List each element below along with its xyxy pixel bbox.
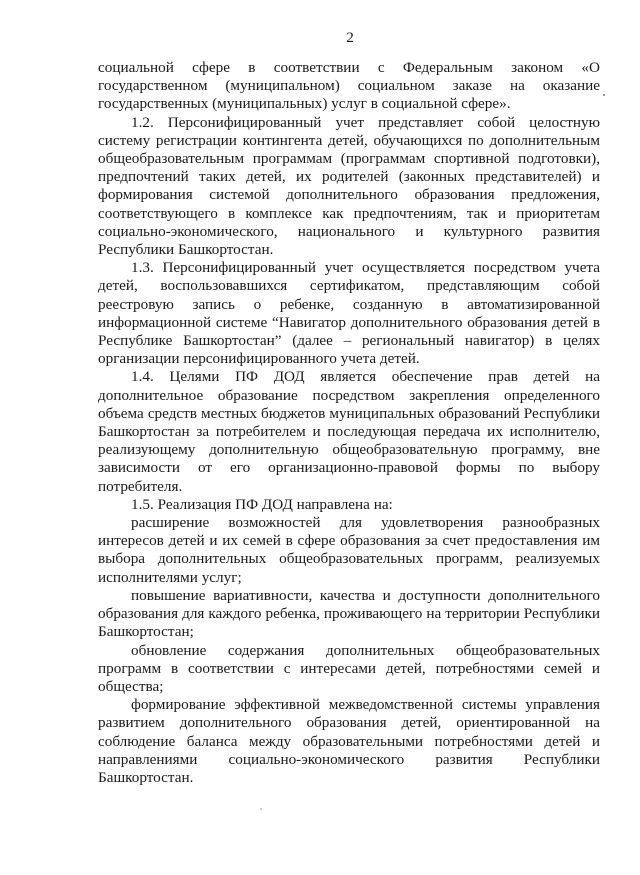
page-number: 2	[346, 29, 354, 46]
scan-speck-bottom	[260, 808, 262, 810]
list-item-system-formation: формирование эффективной межведомственной системы управления развитием дополнительного образования детей, ориентированной на соблюдение баланса между образовательными потребностями детей и направлениями социально-экономического развития Республики Башкортостан.	[98, 696, 600, 786]
scan-speck	[603, 94, 605, 96]
paragraph-1-4: 1.4. Целями ПФ ДОД является обеспечение прав детей на дополнительное образование посредством закрепления определенного объема средств местных бюджетов муниципальных образований Республики Башкортостан за потребителем и последующая передача их исполнителю, реализующему дополнительную общеобразовательную программу, вне зависимости от его организационно-правовой формы по выбору потребителя.	[98, 368, 600, 495]
paragraph-1-2: 1.2. Персонифицированный учет представляет собой целостную систему регистрации контингента детей, обучающихся по дополнительным общеобразовательным программам (программам спортивной подготовки), предпочтений таких детей, их родителей (законных представителей) и формирования системой дополнительного образования предложения, соответствующего в комплексе как предпочтениям, так и приоритетам социально-экономического, национального и культурного развития Республики Башкортостан.	[98, 113, 600, 259]
paragraph-1-5: 1.5. Реализация ПФ ДОД направлена на:	[131, 495, 393, 513]
document-body	[98, 59, 600, 787]
list-item-expansion: расширение возможностей для удовлетворения разнообразных интересов детей и их семей в сфере образования за счет предоставления им выбора дополнительных общеобразовательных программ, реализуемых исполнителями услуг;	[98, 514, 600, 586]
list-item-content-update: обновление содержания дополнительных общеобразовательных программ в соответствии с интересами детей, потребностями семей и общества;	[98, 641, 600, 695]
list-item-variability: повышение вариативности, качества и доступности дополнительного образования для каждого ребенка, проживающего на территории Республики Башкортостан;	[98, 586, 600, 641]
paragraph-1-3: 1.3. Персонифицированный учет осуществляется посредством учета детей, воспользовавшихся сертификатом, представляющим собой реестровую запись о ребенке, созданную в автоматизированной информационной системе “Навигатор дополнительного образования детей в Республике Башкортостан” (далее – региональный навигатор) в целях организации персонифицированного учета детей.	[98, 259, 600, 368]
paragraph-continuation: социальной сфере в соответствии с Федеральным законом «О государственном (муниципальном) социальном заказе на оказание государственных (муниципальных) услуг в социальной сфере».	[98, 59, 600, 113]
